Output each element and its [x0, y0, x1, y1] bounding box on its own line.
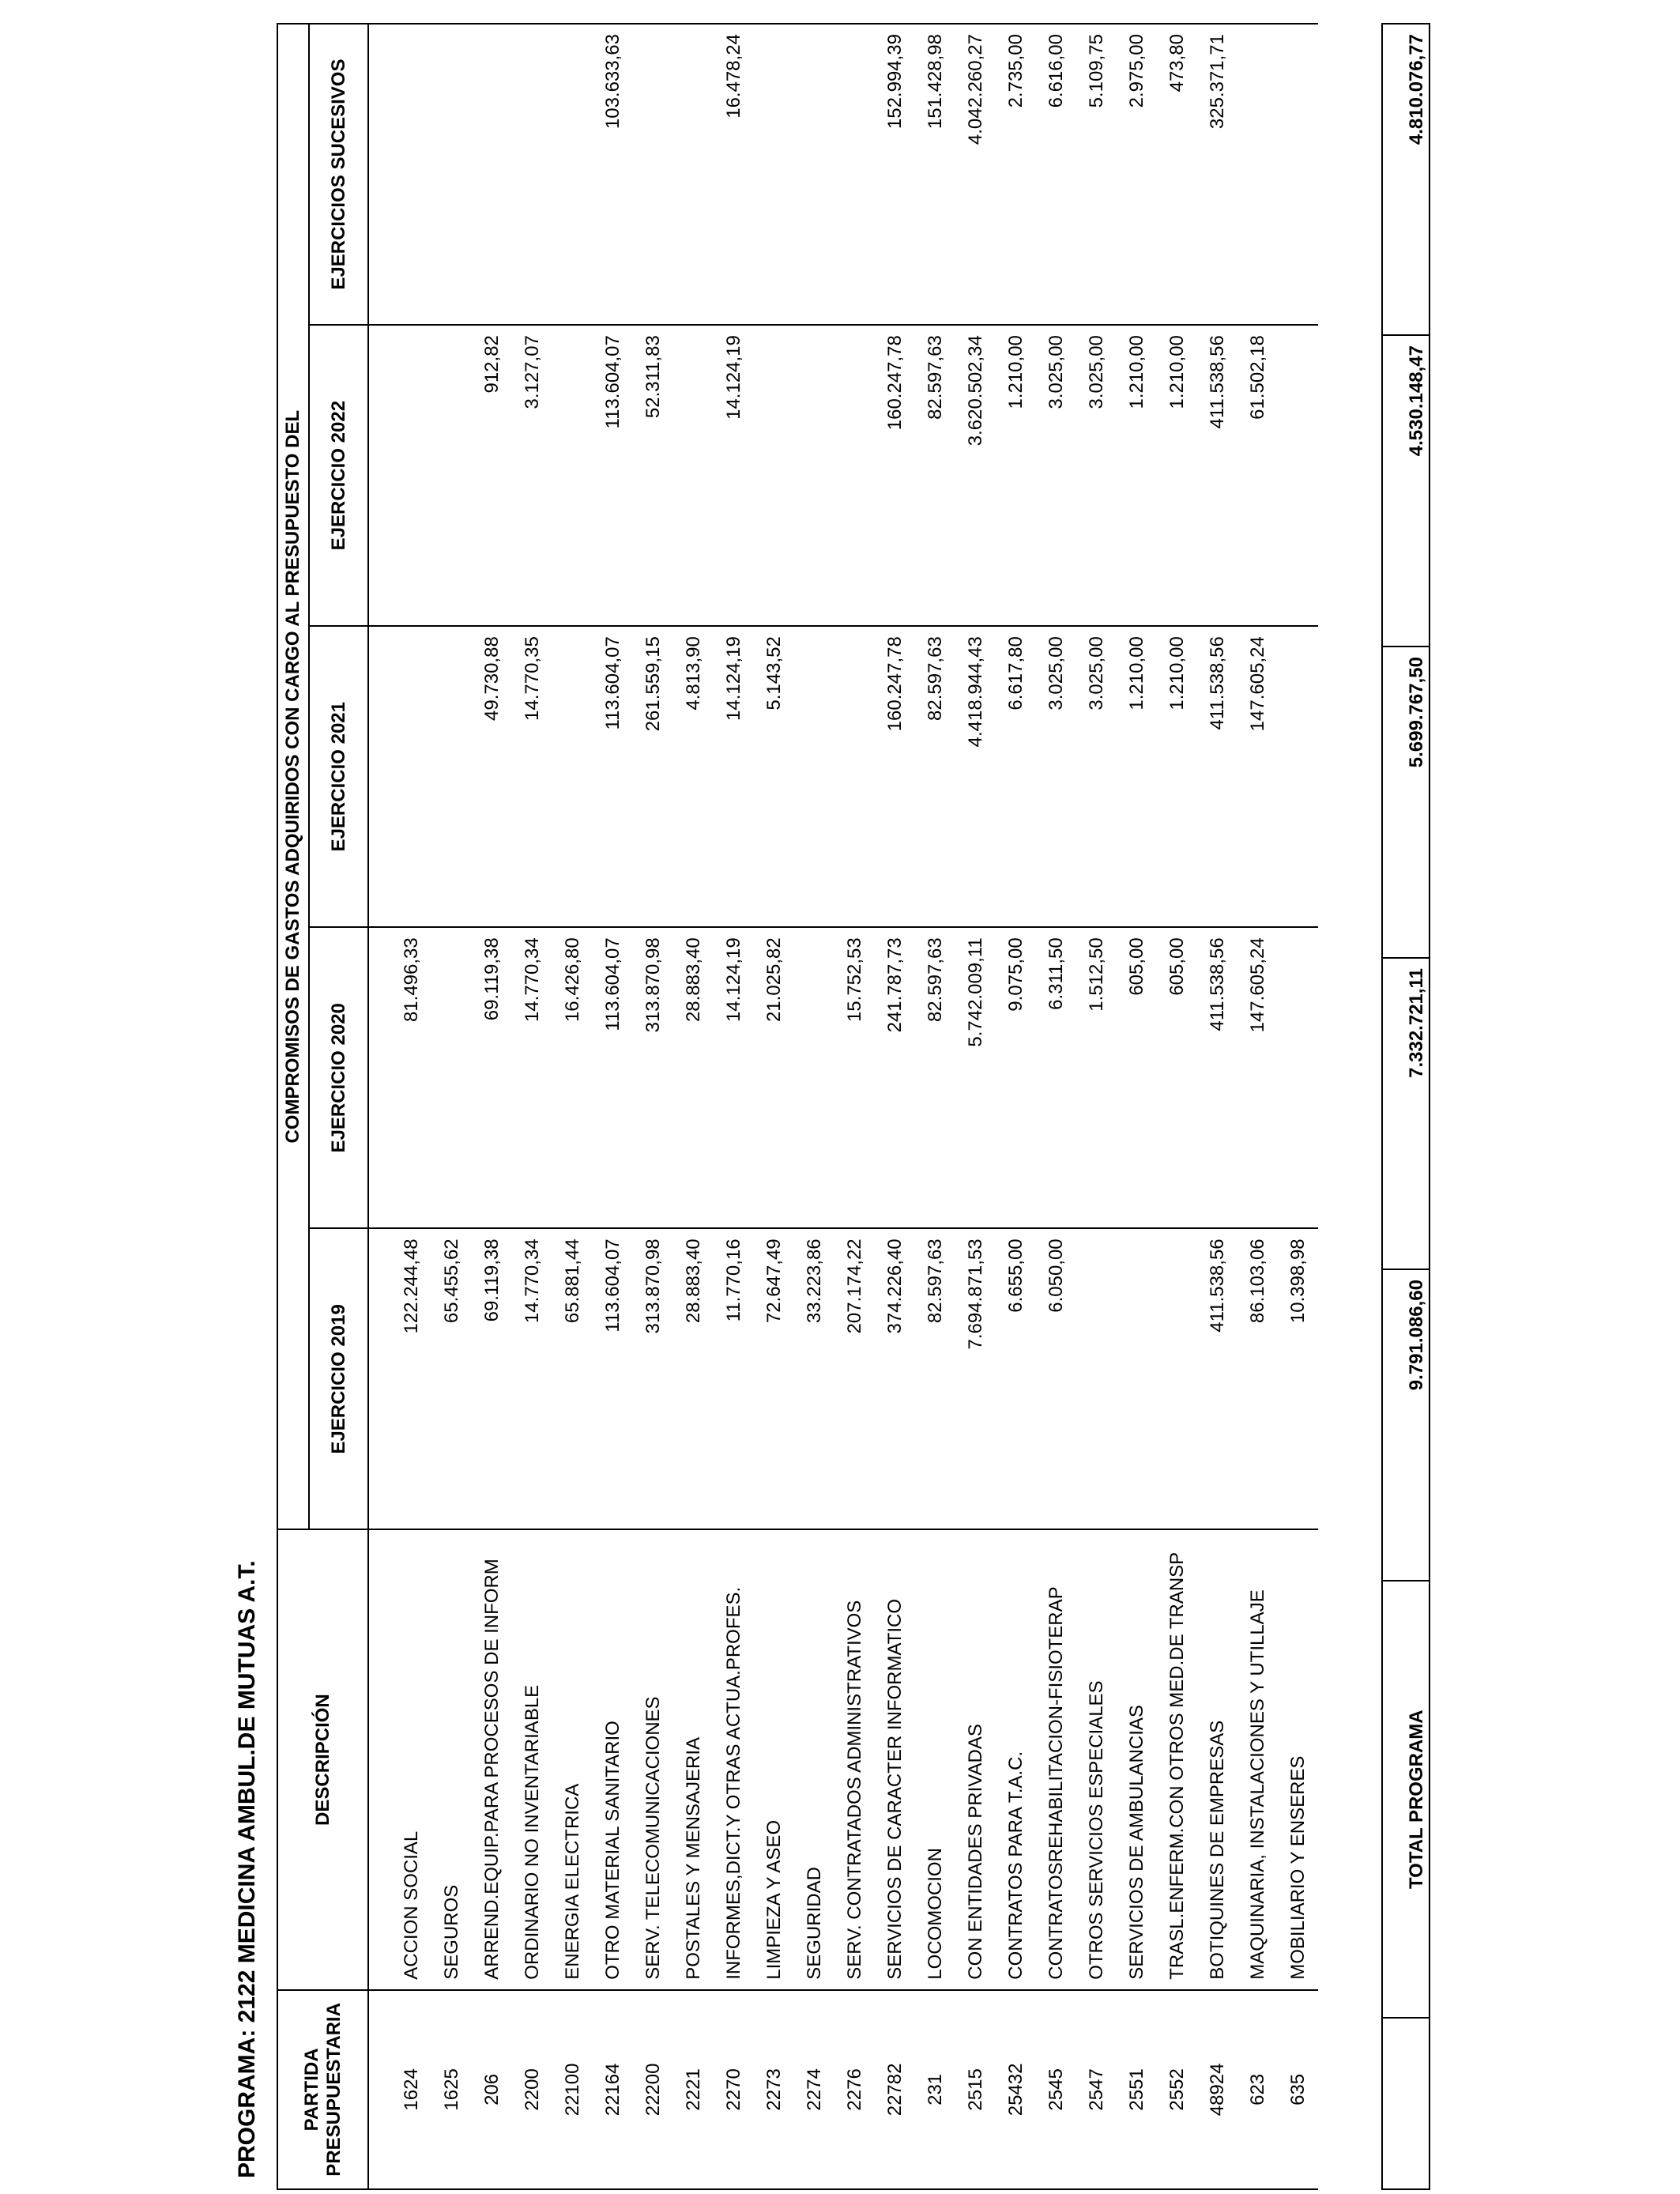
- amount-cell: [1278, 927, 1318, 1228]
- partida-code: 1625: [431, 1990, 472, 2189]
- amount-cell: [1278, 24, 1318, 325]
- amount-cell: 11.770,16: [714, 1228, 754, 1529]
- description: LOCOMOCION: [915, 1529, 955, 1989]
- amount-cell: 72.647,49: [754, 1228, 794, 1529]
- description: SERVICIOS DE AMBULANCIAS: [1117, 1529, 1157, 1989]
- partida-code: 22200: [633, 1990, 673, 2189]
- header-year-2021: EJERCICIO 2021: [309, 626, 368, 927]
- amount-cell: 6.616,00: [1036, 24, 1076, 325]
- amount-cell: 4.813,90: [673, 626, 714, 927]
- amount-cell: 374.226,40: [875, 1228, 915, 1529]
- amount-cell: [673, 325, 714, 626]
- partida-code: 2276: [834, 1990, 875, 2189]
- amount-cell: 1.210,00: [1117, 325, 1157, 626]
- partida-code: 623: [1237, 1990, 1278, 2189]
- amount-cell: 160.247,78: [875, 626, 915, 927]
- amount-cell: 160.247,78: [875, 325, 915, 626]
- total-row: [1382, 24, 1430, 2189]
- amount-cell: 28.883,40: [673, 927, 714, 1228]
- description: TRASL.ENFERM.CON OTROS MED.DE TRANSP: [1157, 1529, 1197, 1989]
- description: SERVICIOS DE CARACTER INFORMATICO: [875, 1529, 915, 1989]
- description: SEGUROS: [431, 1529, 472, 1989]
- amount-cell: 5.742.009,11: [955, 927, 996, 1228]
- amount-cell: 14.770,34: [512, 1228, 552, 1529]
- amount-cell: 16.478,24: [714, 24, 754, 325]
- table-row: [754, 24, 794, 2189]
- amount-cell: 3.620.502,34: [955, 325, 996, 626]
- partida-code: 635: [1278, 1990, 1318, 2189]
- amount-cell: 52.311,83: [633, 325, 673, 626]
- partida-code: 25432: [996, 1990, 1036, 2189]
- description: ENERGIA ELECTRICA: [552, 1529, 593, 1989]
- total-code-cell: [1382, 2018, 1430, 2189]
- amount-cell: [1076, 1228, 1117, 1529]
- table-row: [1117, 24, 1157, 2189]
- table-row: [714, 24, 754, 2189]
- amount-cell: 6.617,80: [996, 626, 1036, 927]
- header-descripcion: DESCRIPCIÓN: [277, 1529, 368, 1989]
- total-2020: 7.332.721,11: [1382, 958, 1430, 1269]
- description: POSTALES Y MENSAJERIA: [673, 1529, 714, 1989]
- table-body: [368, 24, 1318, 2189]
- total-label: TOTAL PROGRAMA: [1382, 1581, 1430, 2018]
- partida-code: 2547: [1076, 1990, 1117, 2189]
- header-sucesivos: EJERCICIOS SUCESIVOS: [309, 24, 368, 325]
- amount-cell: 14.124,19: [714, 626, 754, 927]
- amount-cell: 113.604,07: [593, 325, 633, 626]
- partida-code: 2273: [754, 1990, 794, 2189]
- partida-code: 2274: [794, 1990, 834, 2189]
- amount-cell: 1.210,00: [1117, 626, 1157, 927]
- partida-code: 22164: [593, 1990, 633, 2189]
- amount-cell: 2.735,00: [996, 24, 1036, 325]
- table-row: [1157, 24, 1197, 2189]
- amount-cell: 28.883,40: [673, 1228, 714, 1529]
- amount-cell: 3.025,00: [1036, 626, 1076, 927]
- total-2019: 9.791.086,60: [1382, 1269, 1430, 1581]
- amount-cell: 21.025,82: [754, 927, 794, 1228]
- amount-cell: [368, 325, 431, 626]
- table-row: [834, 24, 875, 2189]
- partida-code: 1624: [368, 1990, 431, 2189]
- amount-cell: [1278, 626, 1318, 927]
- amount-cell: [368, 626, 431, 927]
- amount-cell: 113.604,07: [593, 927, 633, 1228]
- description: OTROS SERVICIOS ESPECIALES: [1076, 1529, 1117, 1989]
- description: ARREND.EQUIP.PARA PROCESOS DE INFORM: [472, 1529, 512, 1989]
- amount-cell: 82.597,63: [915, 927, 955, 1228]
- amount-cell: 14.770,34: [512, 927, 552, 1228]
- amount-cell: [368, 24, 431, 325]
- partida-code: 2551: [1117, 1990, 1157, 2189]
- amount-cell: 7.694.871,53: [955, 1228, 996, 1529]
- amount-cell: [794, 927, 834, 1228]
- partida-code: 22782: [875, 1990, 915, 2189]
- description: SERV. TELECOMUNICACIONES: [633, 1529, 673, 1989]
- amount-cell: 605,00: [1157, 927, 1197, 1228]
- amount-cell: [431, 325, 472, 626]
- description: CONTRATOS PARA T.A.C.: [996, 1529, 1036, 1989]
- table-row: [633, 24, 673, 2189]
- description: OTRO MATERIAL SANITARIO: [593, 1529, 633, 1989]
- amount-cell: 6.050,00: [1036, 1228, 1076, 1529]
- table-row: [794, 24, 834, 2189]
- amount-cell: 16.426,80: [552, 927, 593, 1228]
- header-partida: PARTIDA PRESUPUESTARIA: [277, 1990, 368, 2189]
- amount-cell: 411.538,56: [1197, 626, 1237, 927]
- partida-code: 2200: [512, 1990, 552, 2189]
- amount-cell: 5.109,75: [1076, 24, 1117, 325]
- amount-cell: 82.597,63: [915, 1228, 955, 1529]
- amount-cell: 14.770,35: [512, 626, 552, 927]
- amount-cell: [552, 626, 593, 927]
- description: ACCION SOCIAL: [368, 1529, 431, 1989]
- partida-code: 2552: [1157, 1990, 1197, 2189]
- amount-cell: [472, 24, 512, 325]
- header-year-2022: EJERCICIO 2022: [309, 325, 368, 626]
- table-row: [673, 24, 714, 2189]
- amount-cell: [431, 626, 472, 927]
- amount-cell: 912,82: [472, 325, 512, 626]
- amount-cell: 325.371,71: [1197, 24, 1237, 325]
- amount-cell: 4.418.944,43: [955, 626, 996, 927]
- amount-cell: 122.244,48: [368, 1228, 431, 1529]
- partida-code: 231: [915, 1990, 955, 2189]
- amount-cell: 14.124,19: [714, 325, 754, 626]
- amount-cell: 261.559,15: [633, 626, 673, 927]
- amount-cell: 152.994,39: [875, 24, 915, 325]
- amount-cell: 1.512,50: [1076, 927, 1117, 1228]
- amount-cell: [1237, 24, 1278, 325]
- amount-cell: 241.787,73: [875, 927, 915, 1228]
- amount-cell: [552, 325, 593, 626]
- table-row: [552, 24, 593, 2189]
- amount-cell: 207.174,22: [834, 1228, 875, 1529]
- amount-cell: 113.604,07: [593, 1228, 633, 1529]
- amount-cell: 6.311,50: [1036, 927, 1076, 1228]
- amount-cell: 313.870,98: [633, 1228, 673, 1529]
- table-row: [593, 24, 633, 2189]
- table-row: [1197, 24, 1237, 2189]
- partida-code: 2221: [673, 1990, 714, 2189]
- amount-cell: [633, 24, 673, 325]
- amount-cell: 3.025,00: [1076, 626, 1117, 927]
- amount-cell: 147.605,24: [1237, 927, 1278, 1228]
- amount-cell: 9.075,00: [996, 927, 1036, 1228]
- amount-cell: [834, 626, 875, 927]
- amount-cell: 82.597,63: [915, 626, 955, 927]
- total-sucesivos: 4.810.076,77: [1382, 24, 1430, 335]
- amount-cell: 3.127,07: [512, 325, 552, 626]
- description: SERV. CONTRATADOS ADMINISTRATIVOS: [834, 1529, 875, 1989]
- amount-cell: [794, 626, 834, 927]
- amount-cell: 411.538,56: [1197, 325, 1237, 626]
- amount-cell: 473,80: [1157, 24, 1197, 325]
- amount-cell: [431, 24, 472, 325]
- table-row: [1237, 24, 1278, 2189]
- amount-cell: 1.210,00: [1157, 626, 1197, 927]
- amount-cell: [673, 24, 714, 325]
- table-row: [955, 24, 996, 2189]
- description: CON ENTIDADES PRIVADAS: [955, 1529, 996, 1989]
- partida-code: 2270: [714, 1990, 754, 2189]
- amount-cell: 147.605,24: [1237, 626, 1278, 927]
- program-title: PROGRAMA: 2122 MEDICINA AMBUL.DE MUTUAS A.T.: [234, 1560, 260, 2178]
- table-row: [875, 24, 915, 2189]
- table-row: [1278, 24, 1318, 2189]
- amount-cell: 81.496,33: [368, 927, 431, 1228]
- partida-code: 2515: [955, 1990, 996, 2189]
- partida-code: 206: [472, 1990, 512, 2189]
- amount-cell: 3.025,00: [1036, 325, 1076, 626]
- description: ORDINARIO NO INVENTARIABLE: [512, 1529, 552, 1989]
- amount-cell: 411.538,56: [1197, 927, 1237, 1228]
- amount-cell: 3.025,00: [1076, 325, 1117, 626]
- table-row: [512, 24, 552, 2189]
- amount-cell: 69.119,38: [472, 1228, 512, 1529]
- amount-cell: 103.633,63: [593, 24, 633, 325]
- description: MAQUINARIA, INSTALACIONES Y UTILLAJE: [1237, 1529, 1278, 1989]
- total-2021: 5.699.767,50: [1382, 647, 1430, 958]
- amount-cell: 82.597,63: [915, 325, 955, 626]
- partida-code: 22100: [552, 1990, 593, 2189]
- table-row: [472, 24, 512, 2189]
- amount-cell: [754, 24, 794, 325]
- amount-cell: 1.210,00: [1157, 325, 1197, 626]
- table-row: [431, 24, 472, 2189]
- amount-cell: 10.398,98: [1278, 1228, 1318, 1529]
- amount-cell: [834, 24, 875, 325]
- header-group: COMPROMISOS DE GASTOS ADQUIRIDOS CON CARGO AL PRESUPUESTO DEL: [277, 24, 309, 1529]
- partida-code: 2545: [1036, 1990, 1076, 2189]
- amount-cell: 4.042.260,27: [955, 24, 996, 325]
- amount-cell: [794, 325, 834, 626]
- table-row: [915, 24, 955, 2189]
- description: BOTIQUINES DE EMPRESAS: [1197, 1529, 1237, 1989]
- header-year-2020: EJERCICIO 2020: [309, 927, 368, 1228]
- amount-cell: 61.502,18: [1237, 325, 1278, 626]
- amount-cell: 2.975,00: [1117, 24, 1157, 325]
- description: MOBILIARIO Y ENSERES: [1278, 1529, 1318, 1989]
- budget-table: [277, 23, 1318, 2190]
- table-row: [368, 24, 431, 2189]
- amount-cell: [794, 24, 834, 325]
- partida-code: 48924: [1197, 1990, 1237, 2189]
- amount-cell: [1157, 1228, 1197, 1529]
- header-year-2019: EJERCICIO 2019: [309, 1228, 368, 1529]
- description: CONTRATOSREHABILITACION-FISIOTERAP: [1036, 1529, 1076, 1989]
- amount-cell: [552, 24, 593, 325]
- description: INFORMES,DICT.Y OTRAS ACTUA.PROFES.: [714, 1529, 754, 1989]
- amount-cell: 6.655,00: [996, 1228, 1036, 1529]
- description: LIMPIEZA Y ASEO: [754, 1529, 794, 1989]
- amount-cell: 1.210,00: [996, 325, 1036, 626]
- total-2022: 4.530.148,47: [1382, 335, 1430, 647]
- amount-cell: 49.730,88: [472, 626, 512, 927]
- amount-cell: 313.870,98: [633, 927, 673, 1228]
- amount-cell: [1117, 1228, 1157, 1529]
- amount-cell: 69.119,38: [472, 927, 512, 1228]
- table-row: [996, 24, 1036, 2189]
- table-row: [1076, 24, 1117, 2189]
- amount-cell: 113.604,07: [593, 626, 633, 927]
- amount-cell: 86.103,06: [1237, 1228, 1278, 1529]
- amount-cell: 605,00: [1117, 927, 1157, 1228]
- amount-cell: 14.124,19: [714, 927, 754, 1228]
- amount-cell: 411.538,56: [1197, 1228, 1237, 1529]
- amount-cell: [1278, 325, 1318, 626]
- description: SEGURIDAD: [794, 1529, 834, 1989]
- amount-cell: 65.455,62: [431, 1228, 472, 1529]
- amount-cell: [834, 325, 875, 626]
- amount-cell: 15.752,53: [834, 927, 875, 1228]
- amount-cell: [754, 325, 794, 626]
- amount-cell: 33.223,86: [794, 1228, 834, 1529]
- amount-cell: 5.143,52: [754, 626, 794, 927]
- amount-cell: 65.881,44: [552, 1228, 593, 1529]
- amount-cell: [512, 24, 552, 325]
- amount-cell: 151.428,98: [915, 24, 955, 325]
- amount-cell: [431, 927, 472, 1228]
- total-table: [1381, 23, 1430, 2190]
- table-row: [1036, 24, 1076, 2189]
